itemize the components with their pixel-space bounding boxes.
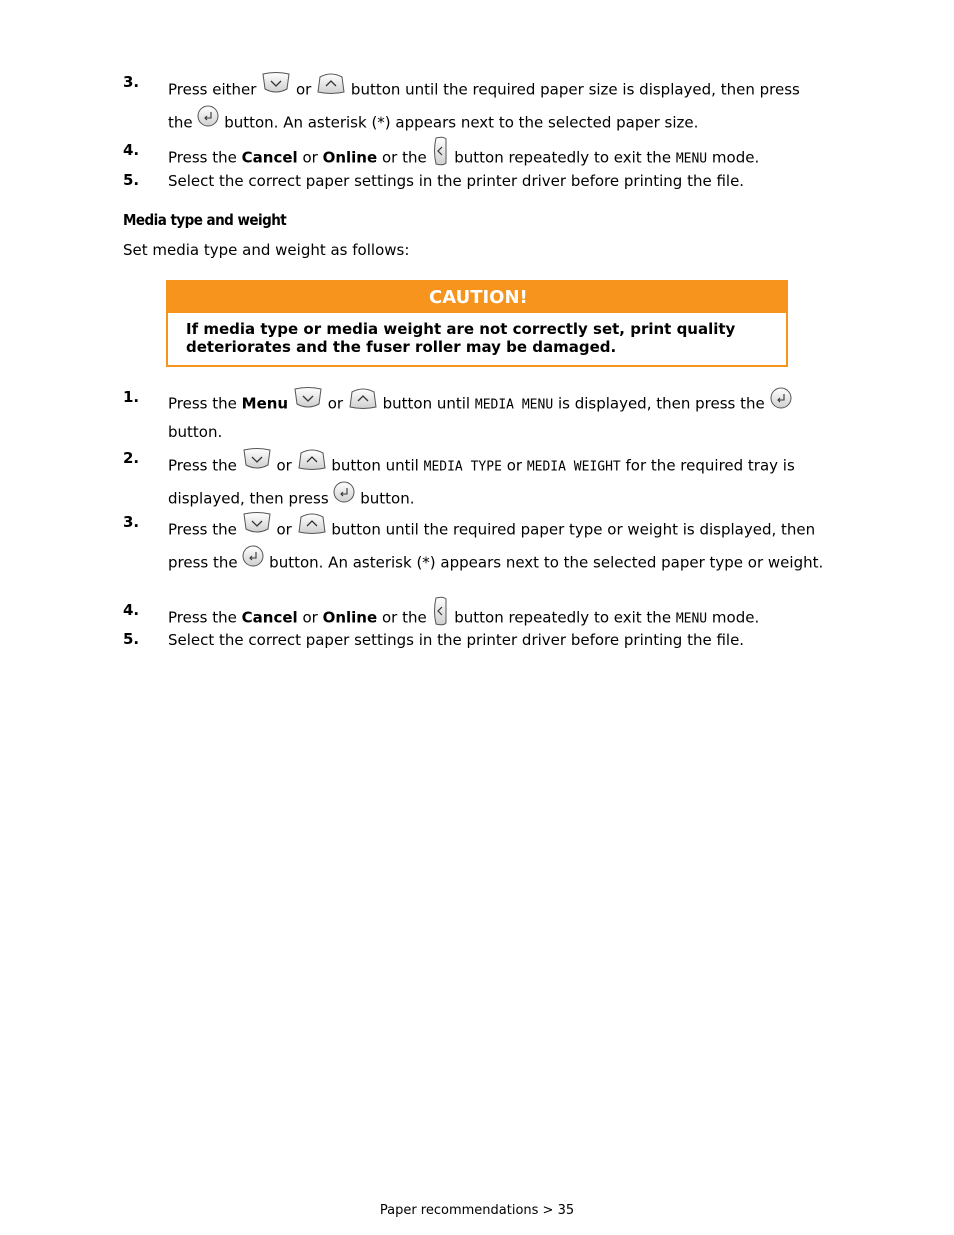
caution-body: If media type or media weight are not correctly set, print quality deteriorates and the fuser roller may be damaged. (186, 320, 736, 356)
step-text: or the (381, 608, 427, 627)
step-number: 1. (123, 388, 140, 406)
step-text: Press the (168, 456, 237, 475)
step-text: button. An asterisk (*) appears next to the selected paper size. (224, 113, 699, 132)
step-text: button repeatedly to exit the (454, 148, 672, 167)
step-text: button. An asterisk (*) appears next to the selected paper type or weight. (269, 553, 824, 572)
down-button-icon (293, 386, 323, 418)
enter-button-icon (333, 481, 355, 513)
step-3 (123, 513, 828, 579)
caution-box (166, 280, 788, 367)
up-button-icon (348, 386, 378, 418)
step-text: button. (360, 489, 415, 508)
enter-button-icon (770, 387, 792, 417)
or-text: or (302, 148, 318, 167)
step-number: 4. (123, 601, 140, 619)
up-button-icon (297, 447, 327, 481)
section-heading: Media type and weight (123, 211, 287, 229)
step-number: 3. (123, 73, 140, 91)
step-text: Press the (168, 148, 237, 167)
step-5 (123, 630, 828, 650)
down-button-icon (242, 511, 272, 545)
caution-title: CAUTION! (168, 282, 786, 313)
back-button-icon (431, 136, 449, 176)
step-number: 4. (123, 141, 140, 159)
or-text: or (327, 394, 344, 413)
menu-mono-text: MENU (675, 151, 708, 167)
media-type-mono: MEDIA TYPE (423, 459, 502, 475)
step-number: 2. (123, 449, 140, 467)
down-button-icon (261, 71, 291, 105)
step-2 (123, 449, 828, 515)
enter-button-icon (197, 105, 219, 137)
step-text: button until the required paper size is displayed, then press the (168, 80, 800, 132)
step-text: Select the correct paper settings in the printer driver before printing the file. (168, 631, 745, 649)
step-text: button until the required paper type or weight is displayed, then press the (168, 520, 816, 572)
step-text: button until (331, 456, 419, 475)
intro-text: Set media type and weight as follows: (123, 241, 410, 259)
down-button-icon (242, 447, 272, 481)
step-text: or the (381, 148, 427, 167)
step-top-3 (123, 73, 828, 139)
step-text: Press the (168, 608, 237, 627)
step-text: mode. (711, 608, 760, 627)
media-weight-mono: MEDIA WEIGHT (526, 459, 621, 475)
step-1 (123, 388, 828, 445)
step-top-5 (123, 171, 828, 191)
online-label: Online (322, 148, 378, 167)
step-text: Select the correct paper settings in the printer driver before printing the file. (168, 172, 745, 190)
step-text: button repeatedly to exit the (454, 608, 672, 627)
or-text: or (276, 456, 292, 475)
step-number: 3. (123, 513, 140, 531)
step-text: Press the (168, 394, 237, 413)
or-text: or (296, 80, 312, 99)
step-number: 5. (123, 630, 140, 648)
menu-mono-text: MENU (675, 611, 708, 627)
step-text: button until (382, 394, 471, 413)
cancel-label: Cancel (241, 608, 298, 627)
or-text: or (506, 456, 523, 475)
step-text: is displayed, then press the (557, 394, 765, 413)
page-footer: Paper recommendations > 35 (379, 1203, 575, 1218)
step-text: button. (168, 423, 223, 441)
enter-button-icon (242, 545, 264, 577)
step-text: mode. (711, 148, 760, 167)
online-label: Online (322, 608, 378, 627)
menu-label: Menu (241, 394, 289, 413)
or-text: or (276, 520, 292, 539)
up-button-icon (297, 511, 327, 545)
step-text: for the required tray is displayed, then press (168, 456, 795, 508)
step-text: Press either (168, 80, 257, 99)
cancel-label: Cancel (241, 148, 298, 167)
or-text: or (302, 608, 318, 627)
up-button-icon (316, 71, 346, 105)
step-text: Press the (168, 520, 237, 539)
step-number: 5. (123, 171, 140, 189)
media-menu-mono: MEDIA MENU (474, 397, 554, 413)
